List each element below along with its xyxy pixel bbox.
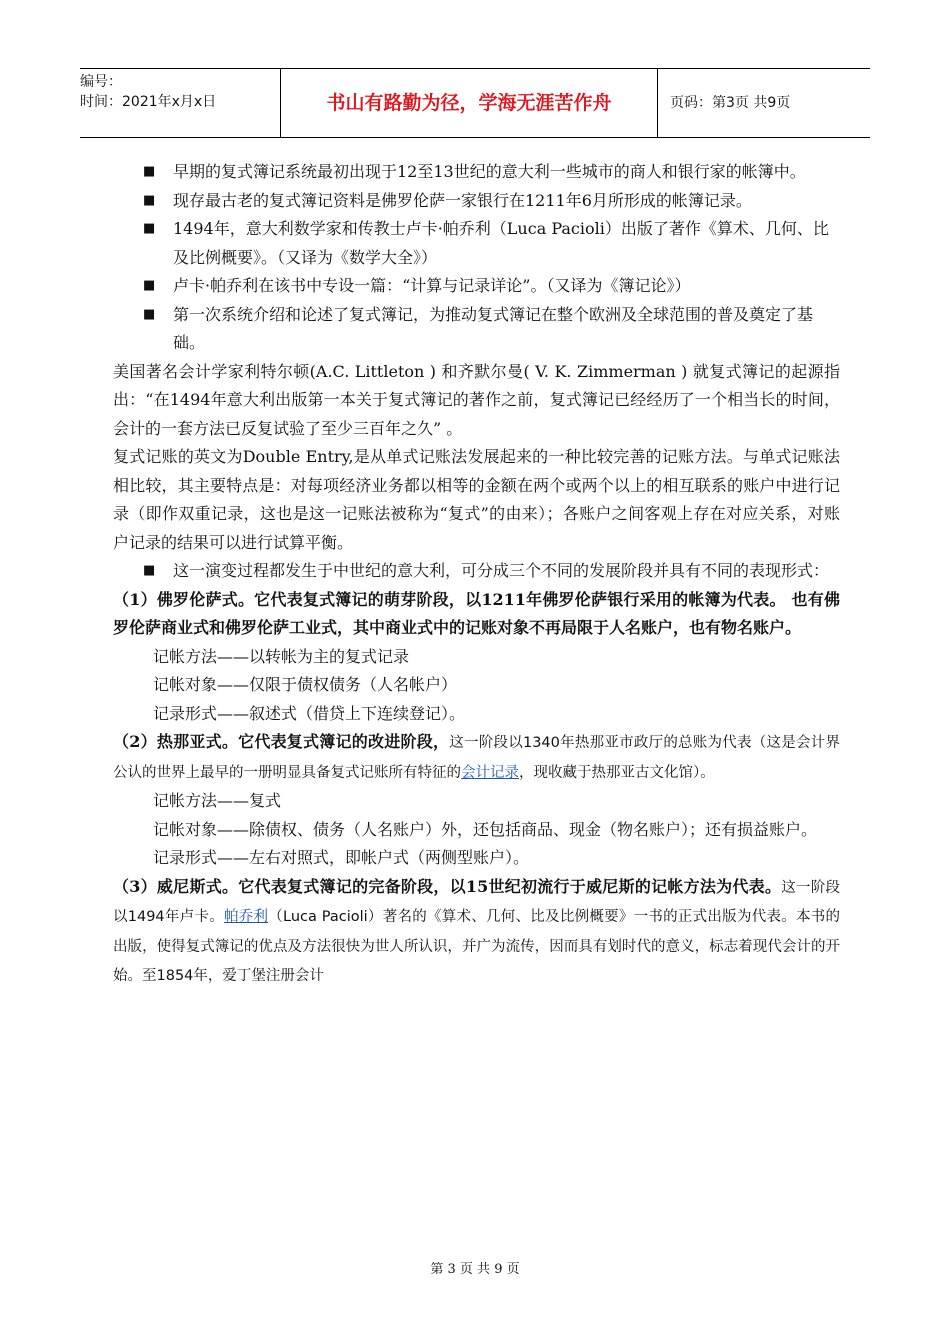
stage1-item: 记录形式——叙述式（借贷上下连续登记）。 bbox=[153, 703, 466, 723]
time-label: 时间：2021年x月x日 bbox=[80, 94, 217, 110]
header-page-info: 页码：第3页 共9页 bbox=[670, 95, 791, 111]
square-bullet-icon: ■ bbox=[143, 563, 156, 578]
number-label: 编号： bbox=[80, 74, 122, 90]
stage1-item: 记帐方法——以转帐为主的复式记录 bbox=[153, 646, 410, 666]
stage2-item: 记帐方法——复式 bbox=[153, 791, 282, 810]
paragraph-double-entry: 复式记账的英文为Double Entry,是从单式记账法发展起来的一种比较完善的记账方法。与单式记账法相比较，其主要特点是：对每项经济业务都以相等的金额在两个或两个以上的相互联系的账户中进行记录（即作双重记录，这也是这一记账法被称为“复式”的由来）；各账户之间客观上存在对应关系，对账户记录的结果可以进行试算平衡。 bbox=[113, 447, 840, 552]
header-divider bbox=[657, 69, 658, 137]
header-meta bbox=[80, 69, 280, 137]
page-footer: 第 3 页 共 9 页 bbox=[430, 1262, 520, 1277]
bullet-item: ■ 1494年，意大利数学家和传教士卢卡·帕乔利（Luca Pacioli）出版了著作《算术、几何、比及比例概要》。（又译为《数学大全》） bbox=[113, 215, 840, 272]
bullet-item: ■ 卢卡·帕乔利在该书中专设一篇：“计算与记录详论”。（又译为《簿记论》） bbox=[113, 272, 840, 301]
bullet-item: ■ 这一演变过程都发生于中世纪的意大利，可分成三个不同的发展阶段并具有不同的表现形式： bbox=[113, 557, 840, 586]
bullet-item: ■ 早期的复式簿记系统最初出现于12至13世纪的意大利一些城市的商人和银行家的帐簿中。 bbox=[113, 158, 840, 187]
paragraph-origin: 美国著名会计学家利特尔顿(A.C. Littleton ) 和齐默尔曼( V. K. Zimmerman ) 就复式簿记的起源指出：“在1494年意大利出版第一本关于复式簿记的著作之前，复式簿记已经经历了一个相当长的时间，会计的一套方法已反复试验了至少三百年之久” 。 bbox=[113, 361, 840, 438]
pacioli-link[interactable]: 帕乔利 bbox=[223, 909, 269, 925]
square-bullet-icon: ■ bbox=[143, 164, 156, 179]
accounting-record-link[interactable]: 会计记录 bbox=[461, 764, 519, 781]
square-bullet-icon: ■ bbox=[143, 306, 156, 322]
document-body bbox=[113, 158, 840, 991]
bullet-item: ■ 第一次系统介绍和论述了复式簿记，为推动复式簿记在整个欧洲及全球范围的普及奠定了基础。 bbox=[113, 301, 840, 358]
stage1-heading: （1）佛罗伦萨式。它代表复式簿记的萌芽阶段，以1211年佛罗伦萨银行采用的帐簿为代表。 也有佛罗伦萨商业式和佛罗伦萨工业式，其中商业式中的记账对象不再局限于人名账户，也有物名账户。 bbox=[113, 589, 840, 637]
square-bullet-icon: ■ bbox=[143, 192, 156, 208]
header-motto: 书山有路勤为径，学海无涯苦作舟 bbox=[326, 92, 612, 114]
square-bullet-icon: ■ bbox=[143, 278, 156, 293]
stage2-paragraph: （2）热那亚式。它代表复式簿记的改进阶段，这一阶段以1340年热那亚市政厅的总账为代表（这是会计界公认的世界上最早的一册明显具备复式记账所有特征的会计记录，现收藏于热那亚古文化馆）。 bbox=[113, 732, 840, 781]
stage2-item: 记录形式——左右对照式，即帐户式（两侧型账户）。 bbox=[153, 848, 530, 867]
stage2-item: 记帐对象——除债权、债务（人名账户）外，还包括商品、现金（物名账户）；还有损益账户。 bbox=[153, 819, 818, 839]
stage1-item: 记帐对象——仅限于债权债务（人名帐户） bbox=[153, 675, 458, 694]
stage3-paragraph: （3）威尼斯式。它代表复式簿记的完备阶段，以15世纪初流行于威尼斯的记帐方法为代表。这一阶段以1494年卢卡。帕乔利（Luca Pacioli）著名的《算术、几何、比及比例概要》一书的正式出版为代表。本书的出版，使得复式簿记的优点及方法很快为世人所认识，并广为流传，因而具有划时代的意义，标志着现代会计的开始。至1854年，爱丁堡注册会计 bbox=[113, 876, 841, 984]
page-header bbox=[80, 68, 870, 138]
bullet-item: ■ 现存最古老的复式簿记资料是佛罗伦萨一家银行在1211年6月所形成的帐簿记录。 bbox=[113, 187, 840, 216]
square-bullet-icon: ■ bbox=[143, 221, 156, 236]
